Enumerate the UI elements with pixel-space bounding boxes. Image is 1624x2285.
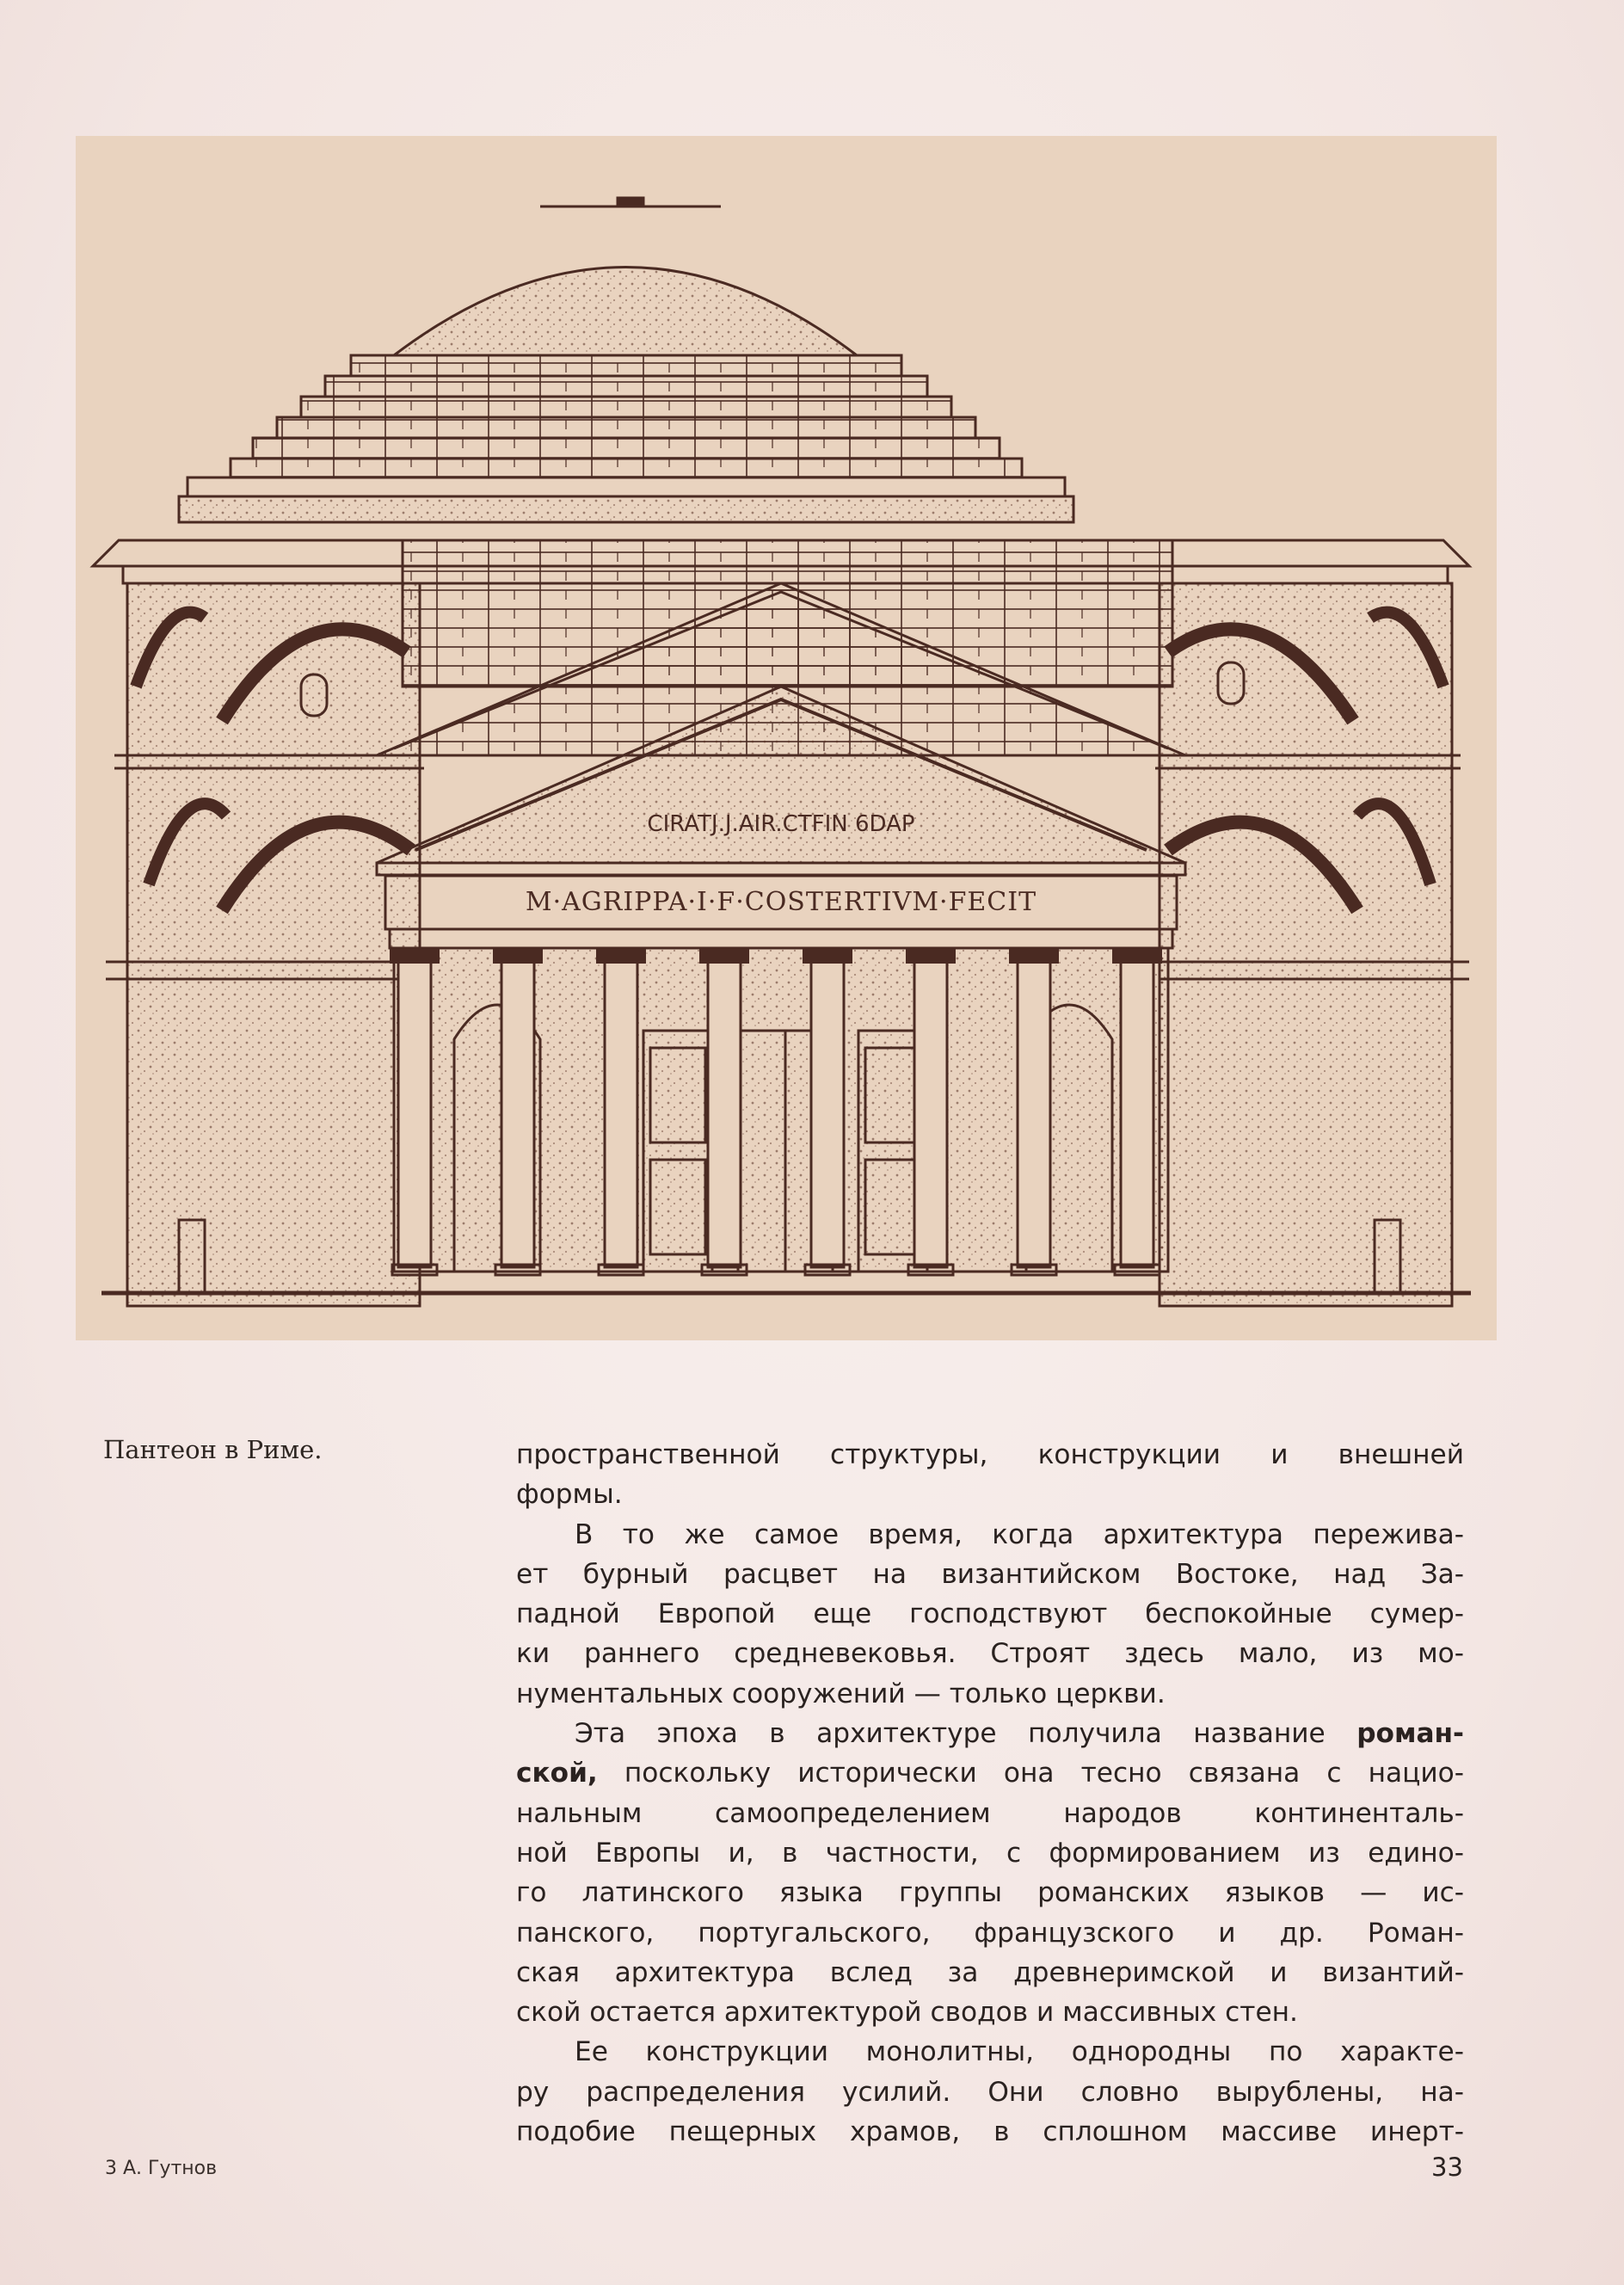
text-line: ной Европы и, в частности, с формированием из едино- [516, 1837, 1464, 1869]
tympanum-inscription: CIRATJ.J.AIR.CTFIN 6DAP [647, 811, 915, 837]
text-line: ской остается архитектурой сводов и массивных стен. [516, 1997, 1298, 2029]
pantheon-illustration [76, 136, 1497, 1340]
text-line [516, 1753, 1464, 1793]
text-line: ет бурный расцвет на византийском Востоке, над За- [516, 1558, 1464, 1590]
text-line: го латинского языка группы романских языков — ис- [516, 1877, 1464, 1909]
figure-caption: Пантеон в Риме. [103, 1435, 323, 1464]
text-line [516, 1714, 1464, 1753]
main-text [516, 1435, 1464, 2152]
text-line: подобие пещерных храмов, в сплошном массиве инерт- [516, 2116, 1464, 2148]
pantheon-drawing [76, 136, 1497, 1340]
term-romanesque-end: ской, [516, 1758, 598, 1789]
text-line: падной Европой еще господствуют беспокойные сумер- [516, 1598, 1464, 1630]
text-segment: поскольку исторически она тесно связана с нацио- [597, 1758, 1464, 1789]
text-line: ки раннего средневековья. Строят здесь мало, из мо- [516, 1638, 1464, 1670]
term-romanesque: роман- [1356, 1718, 1464, 1750]
text-line: пространственной структуры, конструкции и внешней [516, 1439, 1464, 1470]
text-line: нументальных сооружений — только церкви. [516, 1678, 1166, 1709]
text-line: нальным самоопределением народов континенталь- [516, 1797, 1464, 1829]
text-segment: Эта эпоха в архитектуре получила название [575, 1718, 1357, 1750]
text-line: ру распределения усилий. Они словно вырублены, на- [516, 2076, 1464, 2108]
frieze-inscription: M·AGRIPPA·I·F·COSTERTIVM·FECIT [525, 887, 1037, 917]
text-line: ская архитектура вслед за древнеримской и византий- [516, 1956, 1464, 1988]
text-line: формы. [516, 1479, 623, 1511]
text-line: Ее конструкции монолитны, однородны по характе- [575, 2036, 1464, 2068]
text-line: панского, португальского, французского и др. Роман- [516, 1917, 1464, 1949]
page-number: 33 [1431, 2153, 1463, 2182]
signature-mark: 3 А. Гутнов [105, 2158, 218, 2179]
text-line: В то же самое время, когда архитектура пережива- [575, 1518, 1464, 1550]
